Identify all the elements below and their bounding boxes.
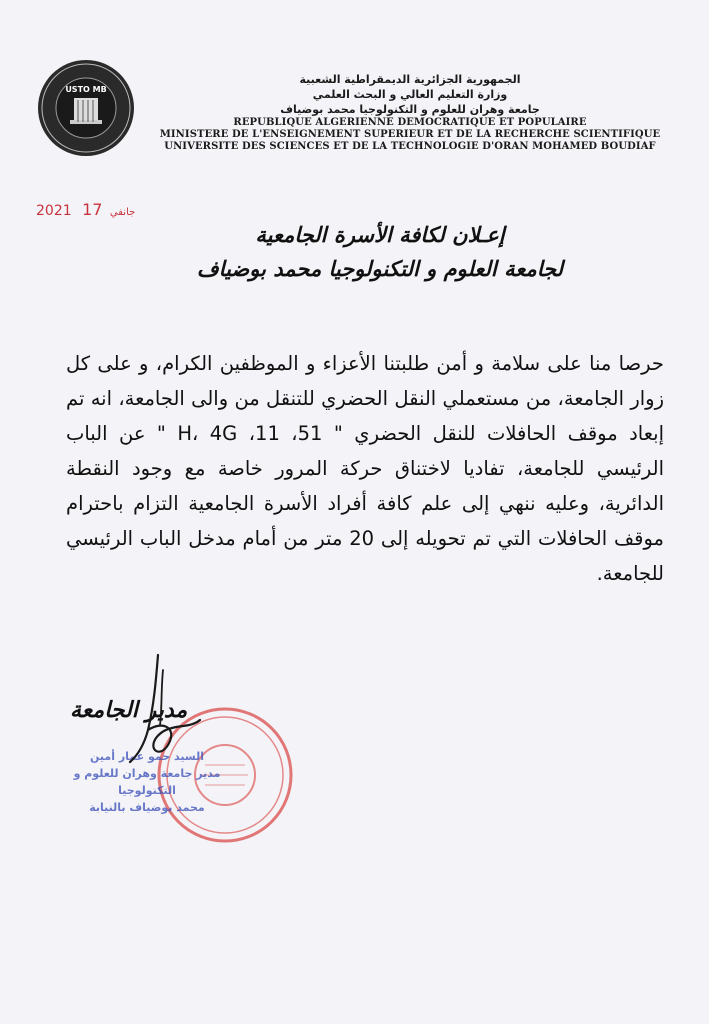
stamp-line-3: محمد بوضياف بالنيابة: [89, 801, 205, 814]
letterhead: [150, 72, 670, 153]
date-month: جانفي: [109, 207, 136, 218]
body-paragraph: حرصا منا على سلامة و أمن طلبتنا الأعزاء و الموظفين الكرام، و على كل زوار الجامعة، من مستعملي النقل الحضري للتنقل من والى الجامعة، انه تم إبعاد موقف الحافلات للنقل الحضري " 51، 11، H، 4G " عن الباب الرئيسي للجامعة، تفاديا لاختناق حركة المرور خاصة مع وجود النقطة الدائرية، وعليه ننهي إلى علم كافة أفراد الأسرة الجامعية التزام باحترام موقف الحافلات التي تم تحويله إلى 20 متر من أمام مدخل الباب الرئيسي للجامعة.: [66, 352, 664, 585]
header-fr-university: UNIVERSITE DES SCIENCES ET DE LA TECHNOLOGIE D'ORAN MOHAMED BOUDIAF: [164, 141, 656, 152]
stamp-line-1: السيد حمو عمار أمين: [90, 750, 204, 763]
university-logo: [36, 58, 136, 158]
announcement-body: [66, 346, 664, 591]
logo-acronym: USTO MB: [65, 85, 107, 94]
announcement-title: [120, 218, 640, 286]
university-building-icon: [70, 98, 102, 124]
handwritten-signature: [118, 650, 208, 780]
title-line-1: إعـلان لكافة الأسرة الجامعية: [255, 223, 505, 247]
date-year: 2021: [36, 203, 72, 219]
header-ar-republic: الجمهورية الجزائرية الديمقراطية الشعبية: [299, 73, 521, 86]
header-fr-ministry: MINISTERE DE L'ENSEIGNEMENT SUPERIEUR ET DE LA RECHERCHE SCIENTIFIQUE: [159, 129, 661, 140]
header-ar-university: جامعة وهران للعلوم و التكنولوجيا محمد بوضياف: [280, 103, 540, 116]
signer-title-text: مدير الجامعة: [70, 698, 188, 723]
date-stamp: [36, 200, 135, 219]
header-ar-ministry: وزارة التعليم العالي و البحث العلمي: [312, 88, 508, 101]
stamp-line-2: مدير جامعة وهران للعلوم و التكنولوجيا: [73, 767, 221, 797]
date-day: 17: [82, 200, 103, 219]
title-line-2: لجامعة العلوم و التكنولوجيا محمد بوضياف: [196, 257, 564, 281]
header-fr-republic: REPUBLIQUE ALGERIENNE DEMOCRATIQUE ET POPULAIRE: [233, 117, 587, 128]
